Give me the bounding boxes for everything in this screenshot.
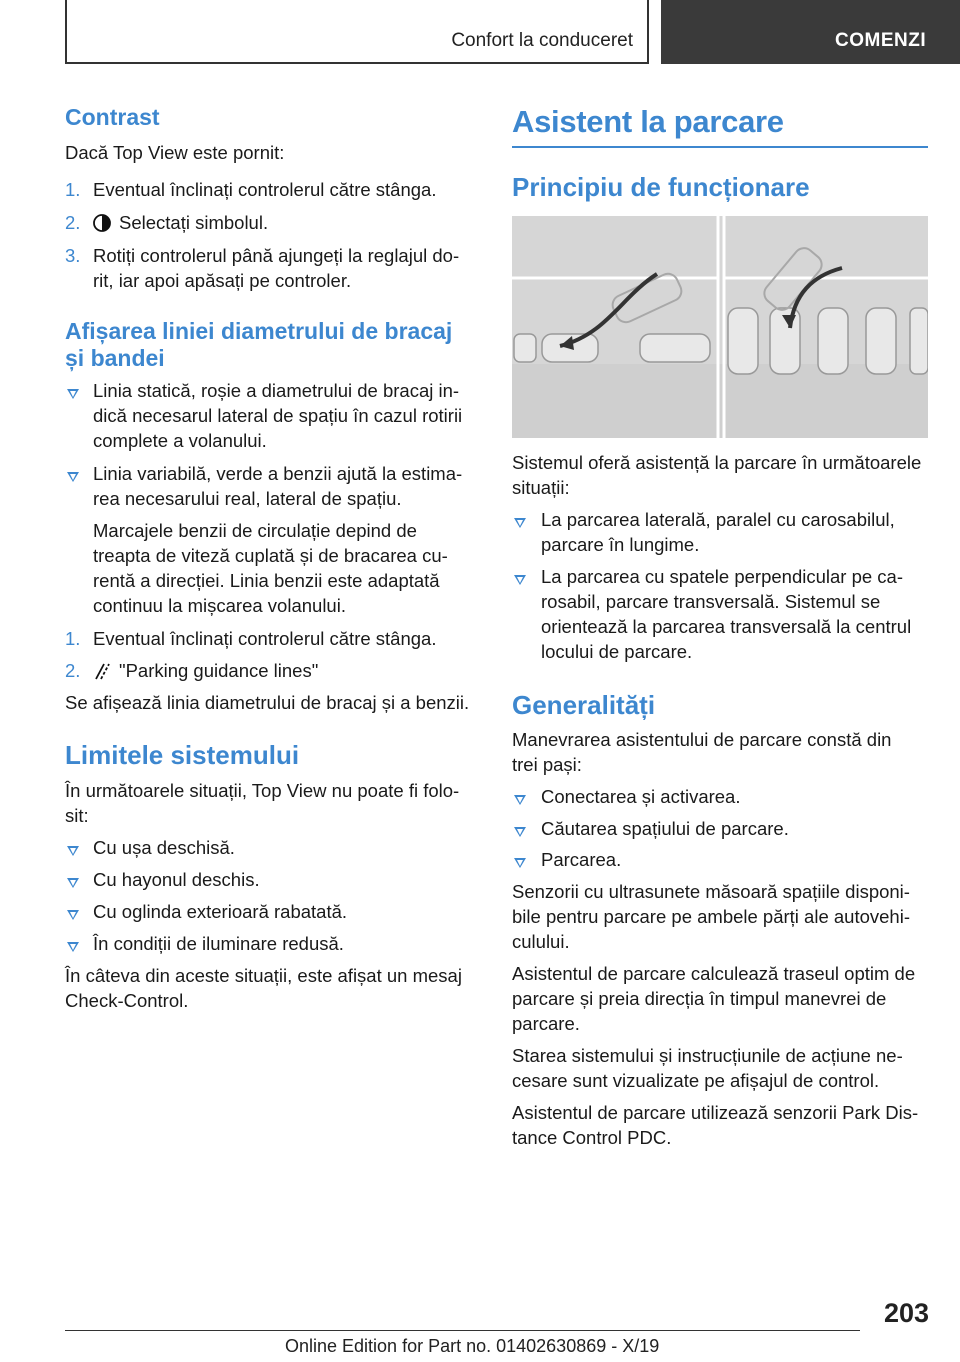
guidance-result: Se afișează linia diametrului de bracaj și a benzii. <box>65 692 470 713</box>
general-p2-line2: parcare și preia direcția în timpul manevrei de <box>512 988 887 1009</box>
contrast-step-1-text: Eventual înclinați controlerul către stânga. <box>93 179 437 200</box>
principle-intro-line1: Sistemul oferă asistență la parcare în următoarele <box>512 452 922 473</box>
contrast-step-3-line2: rit, iar apoi apăsați pe controler. <box>93 270 352 291</box>
general-p1-line1: Senzorii cu ultrasunete măsoară spațiile disponi‐ <box>512 881 910 902</box>
guidance-bullet-2-line2: rea necesarului real, lateral de spațiu. <box>93 488 402 509</box>
guidance-bullet-1-line1: Linia statică, roșie a diametrului de bracaj in‐ <box>93 380 460 401</box>
general-item-3: Parcarea. <box>541 849 622 870</box>
guidance-note-line4: continuu la mișcarea volanului. <box>93 595 346 616</box>
principle-bullet-1-line1: La parcarea laterală, paralel cu carosabilul, <box>541 509 895 530</box>
principle-bullet-2-line4: locului de parcare. <box>541 641 693 662</box>
principle-bullet-2-line3: orientează la parcarea transversală la centrul <box>541 616 912 637</box>
header-chapter-title: COMENZI <box>835 30 927 51</box>
general-p1-line2: bile pentru parcare pe ambele părți ale autovehi‐ <box>512 906 910 927</box>
general-p1-line3: culului. <box>512 931 570 952</box>
general-p3-line2: cesare sunt vizualizate pe afișajul de control. <box>512 1070 880 1091</box>
guidance-step-1-number: 1. <box>65 628 81 649</box>
limits-item-1: Cu ușa deschisă. <box>93 837 235 858</box>
header-section-title: Confort la conduceret <box>451 30 633 51</box>
bullet-triangle-icon <box>514 827 526 837</box>
general-heading: Generalități <box>512 690 656 720</box>
guidance-step-1-text: Eventual înclinați controlerul către stânga. <box>93 628 437 649</box>
general-item-2: Căutarea spațiului de parcare. <box>541 818 789 839</box>
guidance-note-line3: rentă a direcției. Linia benzii este adaptată <box>93 570 440 591</box>
contrast-step-2-text: Selectați simbolul. <box>119 212 269 233</box>
contrast-step-3-number: 3. <box>65 245 81 266</box>
parking-illustration <box>512 216 928 438</box>
limits-outro-line1: În câteva din aceste situații, este afișat un mesaj <box>65 965 462 986</box>
contrast-heading: Contrast <box>65 104 160 130</box>
bullet-triangle-icon <box>514 795 526 805</box>
guidance-bullet-1-line2: dică necesarul lateral de spațiu în cazul rotirii <box>93 405 463 426</box>
bullet-triangle-icon <box>514 575 526 585</box>
bullet-triangle-icon <box>514 858 526 868</box>
bullet-triangle-icon <box>67 942 79 952</box>
bullet-triangle-icon <box>514 518 526 528</box>
guidance-step-2 <box>93 658 318 687</box>
guidance-heading-line1: Afișarea liniei diametrului de bracaj <box>65 318 453 344</box>
guidance-bullet-1-line3: complete a volanului. <box>93 430 267 451</box>
header-chapter-tab <box>661 0 960 64</box>
limits-outro-line2: Check-Control. <box>65 990 189 1011</box>
bullet-triangle-icon <box>67 878 79 888</box>
header-section-box <box>65 0 649 64</box>
contrast-step-2 <box>93 210 268 239</box>
guidance-note-line1: Marcajele benzii de circulație depind de <box>93 520 417 541</box>
guidance-note-line2: treapta de viteză cuplată și de bracarea cu‐ <box>93 545 448 566</box>
guidance-bullet-2-line1: Linia variabilă, verde a benzii ajută la estima‐ <box>93 463 463 484</box>
principle-heading: Principiu de funcționare <box>512 172 810 202</box>
bullet-triangle-icon <box>67 846 79 856</box>
page-number: 203 <box>884 1298 930 1328</box>
contrast-step-3-line1: Rotiți controlerul până ajungeți la reglajul do‐ <box>93 245 460 266</box>
bullet-triangle-icon <box>67 389 79 399</box>
general-intro-line1: Manevrarea asistentului de parcare constă din <box>512 729 892 750</box>
principle-intro-line2: situații: <box>512 477 570 498</box>
limits-intro-line1: În următoarele situații, Top View nu poate fi folo‐ <box>65 780 460 801</box>
general-p2-line3: parcare. <box>512 1013 580 1034</box>
guidance-step-2-text: "Parking guidance lines" <box>119 660 319 681</box>
footer-edition: Online Edition for Part no. 01402630869 - X/19 <box>285 1336 660 1356</box>
contrast-icon <box>93 213 111 239</box>
contrast-step-2-number: 2. <box>65 212 81 233</box>
limits-item-2: Cu hayonul deschis. <box>93 869 260 890</box>
general-item-1: Conectarea și activarea. <box>541 786 741 807</box>
contrast-step-1-number: 1. <box>65 179 81 200</box>
general-p4-line1: Asistentul de parcare utilizează senzorii Park Dis‐ <box>512 1102 919 1123</box>
page-header <box>0 0 960 66</box>
general-p2-line1: Asistentul de parcare calculează traseul optim de <box>512 963 916 984</box>
footer-divider <box>65 1330 860 1331</box>
bullet-triangle-icon <box>67 910 79 920</box>
limits-heading: Limitele sistemului <box>65 740 300 770</box>
limits-item-4: În condiții de iluminare redusă. <box>93 933 344 954</box>
general-p3-line1: Starea sistemului și instrucțiunile de acțiune ne‐ <box>512 1045 903 1066</box>
guidance-step-2-number: 2. <box>65 660 81 681</box>
parking-assistant-title: Asistent la parcare <box>512 104 784 139</box>
principle-bullet-1-line2: parcare în lungime. <box>541 534 700 555</box>
general-p4-line2: tance Control PDC. <box>512 1127 672 1148</box>
limits-item-3: Cu oglinda exterioară rabatată. <box>93 901 348 922</box>
principle-bullet-2-line2: rosabil, parcare transversală. Sistemul se <box>541 591 881 612</box>
guidance-heading-line2: și bandei <box>65 345 165 371</box>
title-underline <box>512 146 928 148</box>
general-intro-line2: trei pași: <box>512 754 582 775</box>
contrast-intro: Dacă Top View este pornit: <box>65 142 285 163</box>
bullet-triangle-icon <box>67 472 79 482</box>
parking-guidance-lines-icon <box>93 661 111 687</box>
principle-bullet-2-line1: La parcarea cu spatele perpendicular pe ca‐ <box>541 566 904 587</box>
limits-intro-line2: sit: <box>65 805 89 826</box>
